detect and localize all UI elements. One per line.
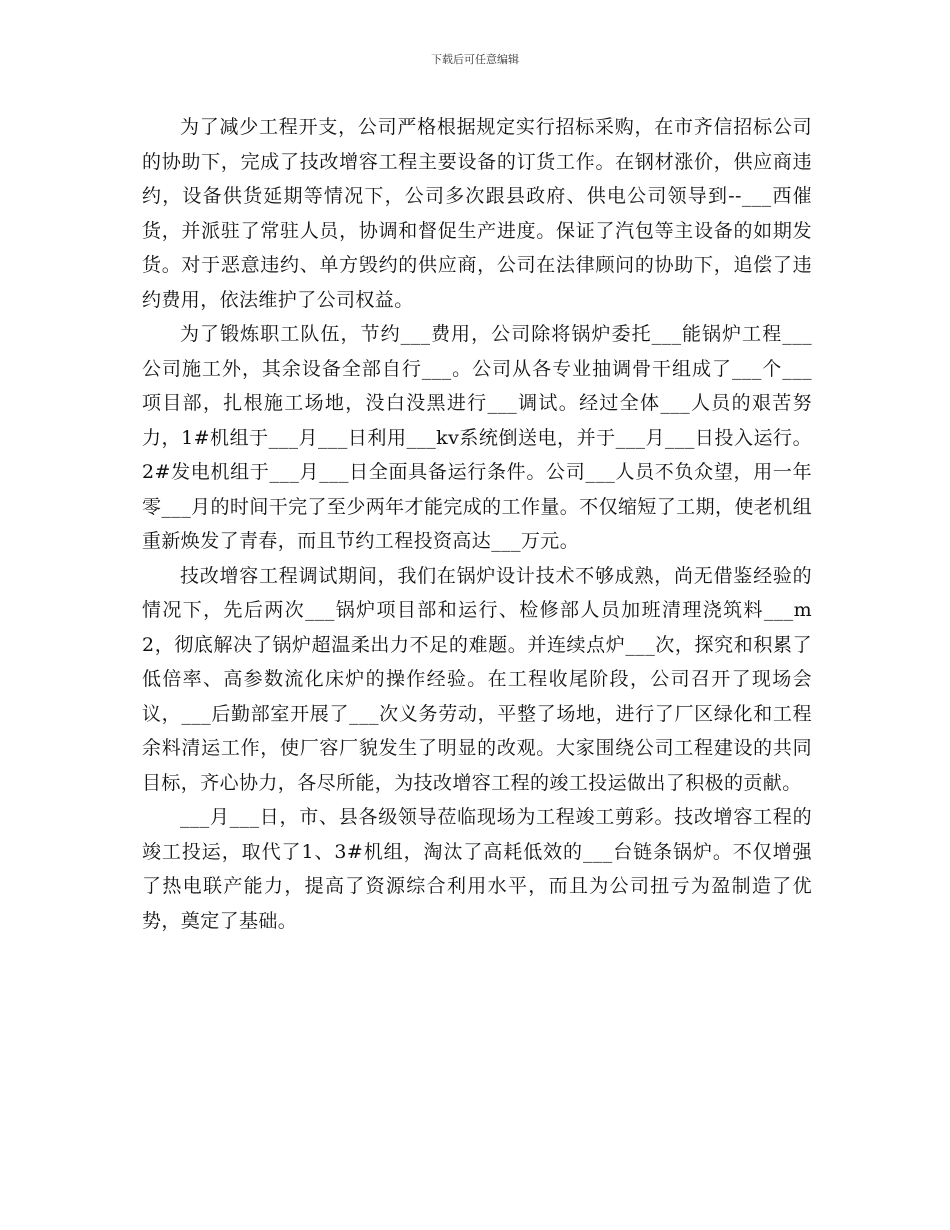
paragraph-team-training: 为了锻炼职工队伍，节约___费用，公司除将锅炉委托___能锅炉工程___公司施工外，其余设备全部自行___。公司从各专业抽调骨干组成了___个___项目部，扎根施工场地，没白没黑进行___调试。经过全体___人员的艰苦努力，1#机组于___月___日利用___kv系统倒送电，并于___月___日投入运行。2#发电机组于___月___日全面具备运行条件。公司___人员不负众望，用一年零___月的时间干完了至少两年才能完成的工作量。不仅缩短了工期，使老机组重新焕发了青春，而且节约工程投资高达___万元。 bbox=[142, 323, 812, 552]
paragraph-procurement: 为了减少工程开支，公司严格根据规定实行招标采购，在市齐信招标公司的协助下，完成了技改增容工程主要设备的订货工作。在钢材涨价，供应商违约，设备供货延期等情况下，公司多次跟县政府、供电公司领导到--___西催货，并派驻了常驻人员，协调和督促生产进度。保证了汽包等主设备的如期发货。对于恶意违约、单方毁约的供应商，公司在法律顾问的协助下，追偿了违约费用，依法维护了公司权益。 bbox=[142, 116, 812, 311]
paragraph-completion: ___月___日，市、县各级领导莅临现场为工程竣工剪彩。技改增容工程的竣工投运，取代了1、3#机组，淘汰了高耗低效的___台链条锅炉。不仅增强了热电联产能力，提高了资源综合利用水平，而且为公司扭亏为盈制造了优势，奠定了基础。 bbox=[142, 806, 812, 932]
document-body bbox=[142, 110, 812, 938]
page-header: 下载后可任意编辑 bbox=[431, 53, 519, 66]
paragraph-commissioning: 技改增容工程调试期间，我们在锅炉设计技术不够成熟，尚无借鉴经验的情况下，先后两次___锅炉项目部和运行、检修部人员加班清理浇筑料___m2，彻底解决了锅炉超温柔出力不足的难题。并连续点炉___次，探究和积累了低倍率、高参数流化床炉的操作经验。在工程收尾阶段，公司召开了现场会议，___后勤部室开展了___次义务劳动，平整了场地，进行了厂区绿化和工程余料清运工作，使厂容厂貌发生了明显的改观。大家围绕公司工程建设的共同目标，齐心协力，各尽所能，为技改增容工程的竣工投运做出了积极的贡献。 bbox=[142, 564, 812, 794]
